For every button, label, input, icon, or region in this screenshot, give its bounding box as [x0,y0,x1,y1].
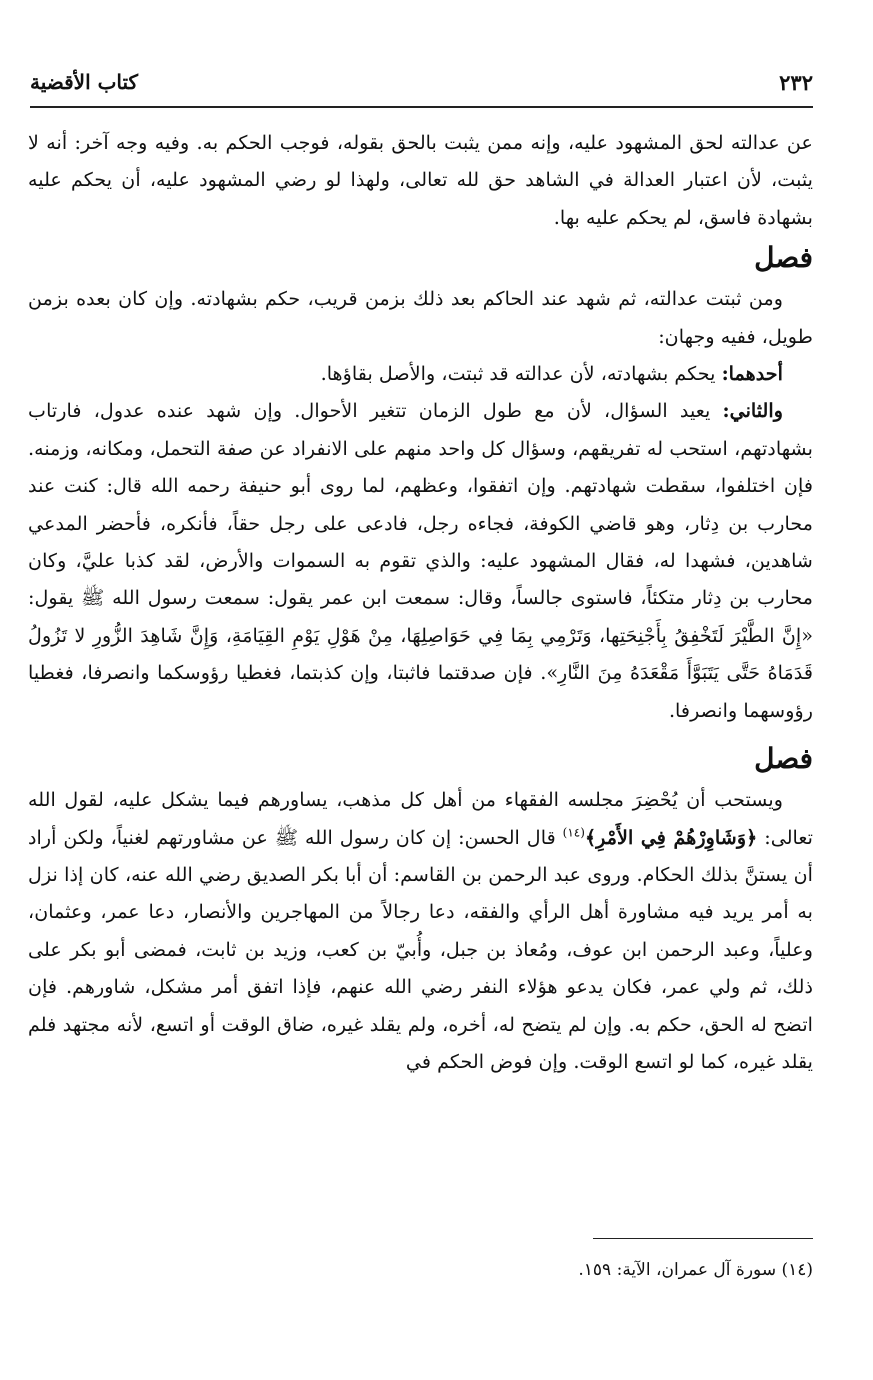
section-heading: فصل [754,241,813,275]
opinion-label: والثاني: [722,399,783,423]
paragraph: عن عدالته لحق المشهود عليه، وإنه ممن يثبت بالحق بقوله، فوجب الحكم به. وفيه وجه آخر: أنه لا يثبت، لأن اعتبار العدالة في الشاهد حق لله تعالى، ولهذا لو رضي المشهود عليه، أن يحكم عليه بشهادة فاسق، لم يحكم عليه بها. [28,131,813,229]
page-number: ٢٣٢ [779,70,813,95]
running-title: كتاب الأقضية [30,70,139,94]
body-text [28,124,813,1080]
paragraph-text: يحكم بشهادته، لأن عدالته قد ثبتت، والأصل بقاؤها. [320,362,722,386]
quran-verse: ﴿وَشَاوِرْهُمْ فِي الأَمْرِ﴾ [584,825,758,849]
section-heading: فصل [754,742,813,776]
paragraph-text: . فإن صدقتما فاثبتا، وإن كذبتما، فغطيا رؤوسكما وانصرفا، فغطيا رؤوسهما وانصرفا. [28,661,813,722]
page-header [30,70,813,100]
paragraph [28,392,813,729]
paragraph: ومن ثبتت عدالته، ثم شهد عند الحاكم بعد ذلك بزمن قريب، حكم بشهادته. وإن كان بعده بزمن طويل، ففيه وجهان: [28,287,813,348]
paragraph-text: قال الحسن: إن كان رسول الله ﷺ عن مشاورتهم لغنياً، ولكن أراد أن يستنَّ بذلك الحكام. وروى عبد الرحمن بن القاسم: أن أبا بكر الصديق رضي الله عنه، كان إذا نزل به أمر يريد فيه مشاورة أهل الرأي والفقه، دعا رجالاً من المهاجرين والأنصار، دعا عمر، وعثمان، وعلياً، وعبد الرحمن ابن عوف، ومُعاذ بن جبل، وأُبيّ بن كعب، وزيد بن ثابت، فمضى أبو بكر على ذلك، ثم ولي عمر، فكان يدعو هؤلاء النفر رضي الله عنهم، فإذا اتفق أمر مشكل، شاورهم. فإن اتضح له الحق، حكم به. وإن لم يتضح له، أخره، ولم يقلد غيره، ضاق الوقت أو اتسع، لأنه مجتهد فلم يقلد غيره، كما لو اتسع الوقت. وإن فوض الحكم في [28,825,813,1073]
header-rule [30,106,813,108]
paragraph-text: يعيد السؤال، لأن مع طول الزمان تتغير الأحوال. وإن شهد عنده عدول، فارتاب بشهادتهم، استحب له تفريقهم، وسؤال كل واحد منهم على الانفراد عن صفة التحمل، ومكانه، وزمنه. فإن اختلفوا، سقطت شهادتهم. وإن اتفقوا، وعظهم، لما روى أبو حنيفة رحمه الله قال: كنت عند محارب بن دِثار، وهو قاضي الكوفة، فجاءه رجل، فادعى على رجل حقاً، فأنكره، فأحضر المدعي شاهدين، فشهدا له، فقال المشهود عليه: والذي تقوم به السموات والأرض، لقد كذبا عليَّ، وكان محارب بن دِثار متكئاً، فاستوى جالساً، وقال: سمعت ابن عمر يقول: سمعت رسول الله ﷺ يقول: [28,399,813,610]
opinion-label: أحدهما: [721,362,783,386]
paragraph-text: ويستحب أن يُحْضِرَ مجلسه الفقهاء من أهل كل مذهب، يساورهم فيما يشكل عليه، لقول الله تعالى: [28,788,813,849]
footnote-rule [593,1238,813,1239]
hadith-text: «إِنَّ الطَّيْرَ لَتَخْفِقُ بِأَجْنِحَتِها، وَتَرْمِي بِمَا فِي حَوَاصِلِهَا، مِنْ هَوْلِ يَوْمِ القِيَامَةِ، وَإِنَّ شَاهِدَ الزُّورِ لا تَزُولُ قَدَمَاهُ حَتَّى يَتَبَوَّأَ مَقْعَدَهُ مِنَ النَّارِ» [28,623,813,685]
paragraph [28,781,813,1080]
paragraph [28,355,813,392]
footnote-marker: (١٤) [562,825,585,840]
footnote: (١٤) سورة آل عمران، الآية: ١٥٩. [578,1260,813,1280]
